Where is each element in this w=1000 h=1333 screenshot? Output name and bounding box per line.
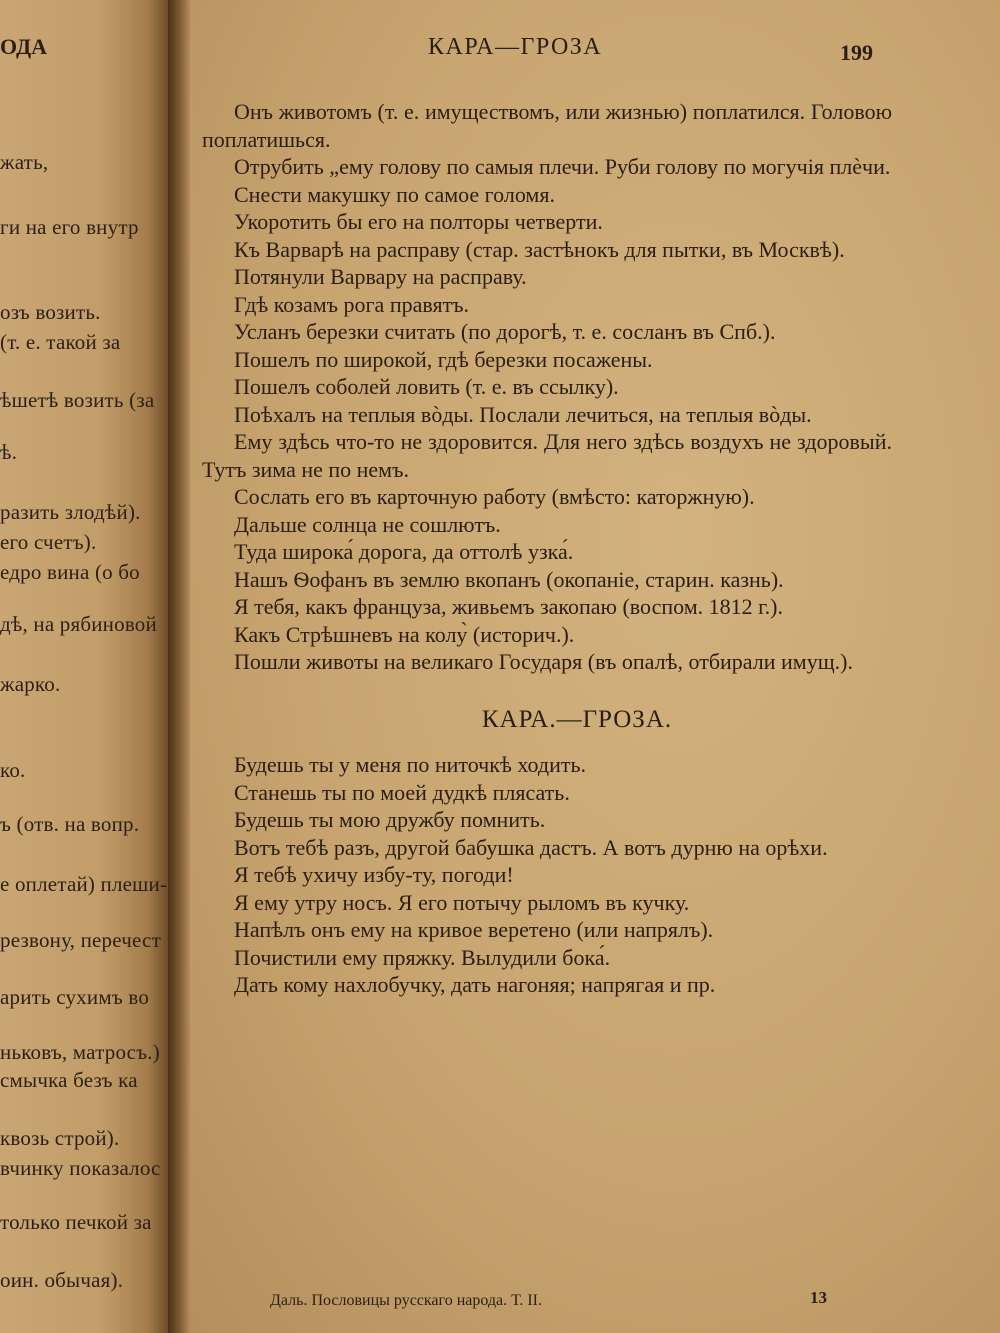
text-block — [202, 98, 892, 999]
proverb-entry: Потянули Варвару на расправу. — [234, 264, 527, 289]
proverb-entry: Дальше солнца не сошлютъ. — [234, 511, 501, 537]
section-heading: КАРА.—ГРОЗА. — [481, 705, 673, 733]
proverb-list — [202, 98, 892, 676]
proverb-entry: Гдѣ козамъ рога правятъ. — [234, 291, 470, 317]
left-page-fragment: только печкой за — [0, 1210, 152, 1234]
proverb-entry: Пошли животы на великаго Государя (въ опалѣ, отбирали имущ.). — [234, 649, 853, 674]
left-page-fragment: е оплетай) плеши- — [0, 872, 168, 896]
proverb-entry: Онъ животомъ (т. е. имуществомъ, или жизнью) поплатился. Головою поплатишься. — [202, 99, 892, 152]
proverb-entry: Будешь ты у меня по ниточкѣ ходить. — [234, 752, 587, 777]
left-page-fragment: резвону, перечест — [0, 928, 161, 952]
left-page-fragment: разить злодѣй). — [0, 500, 141, 524]
signature-mark: 13 — [810, 1288, 827, 1307]
proverb-entry: Я тебя, какъ француза, живьемъ закопаю (воспом. 1812 г.). — [234, 594, 784, 619]
proverb-entry: Ему здѣсь что-то не здоровится. Для него здѣсь воздухъ не здоровый. Тутъ зима не по немъ. — [202, 429, 892, 482]
proverb-entry: Станешь ты по моей дудкѣ плясать. — [234, 779, 570, 805]
left-page-fragment: жарко. — [0, 672, 61, 696]
proverb-entry: Туда широка́ дорога, да оттолѣ узка́. — [234, 539, 574, 564]
left-page-fragment: (т. е. такой за — [0, 330, 121, 354]
left-page-fragment: ньковъ, матросъ.) — [0, 1040, 160, 1064]
left-page-fragment: оин. обычая). — [0, 1268, 124, 1292]
proverb-entry: Пошелъ по широкой, гдѣ березки посажены. — [234, 346, 653, 372]
left-page-fragment: ѣшетѣ возить (за — [0, 388, 155, 412]
left-page — [0, 0, 168, 1333]
left-page-fragment: озъ возить. — [0, 300, 101, 324]
proverb-entry: Пошелъ соболей ловить (т. е. въ ссылку). — [234, 374, 619, 399]
proverb-entry: Дать кому нахлобучку, дать нагоняя; напрягая и пр. — [234, 972, 716, 997]
proverb-entry: Снести макушку по самое голомя. — [234, 181, 555, 207]
proverb-entry: Укоротить бы его на полторы четверти. — [234, 209, 603, 234]
proverb-entry: Какъ Стрѣшневъ на колу̀ (историч.). — [234, 621, 575, 647]
proverb-entry: Отрубить „ему голову по самыя плечи. Руби голову по могучія плѐчи. — [234, 154, 891, 179]
proverb-entry: Я ему утру носъ. Я его потычу рыломъ въ кучку. — [234, 889, 690, 915]
proverb-entry: Усланъ березки считать (по дорогѣ, т. е. сосланъ въ Спб.). — [234, 319, 776, 344]
page-footer — [270, 1288, 870, 1310]
left-page-fragment: ко. — [0, 758, 26, 782]
left-page-fragment: смычка безъ ка — [0, 1068, 138, 1092]
left-page-fragment: его счетъ). — [0, 530, 97, 554]
right-page — [190, 0, 1000, 1333]
proverb-entry: Будешь ты мою дружбу помнить. — [234, 807, 546, 832]
proverb-entry: Напѣлъ онъ ему на кривое веретено (или напрялъ). — [234, 917, 714, 942]
book-gutter — [168, 0, 190, 1333]
left-page-fragment: ги на его внутр — [0, 215, 139, 239]
left-page-header: ОДА — [0, 34, 48, 59]
footer-title: Даль. Пословицы русскаго народа. Т. II. — [270, 1292, 542, 1309]
left-page-fragment: жать, — [0, 150, 49, 174]
page-number: 199 — [840, 40, 873, 65]
left-page-fragment: едро вина (о бо — [0, 560, 140, 584]
left-page-fragment: ъ (отв. на вопр. — [0, 812, 140, 836]
left-page-fragment: дѣ, на рябиновой — [0, 612, 157, 636]
proverb-entry: Я тебѣ ухичу избу-ту, погоди! — [234, 862, 514, 887]
proverb-entry: Вотъ тебѣ разъ, другой бабушка дастъ. А вотъ дурню на орѣхи. — [234, 834, 828, 860]
left-page-fragment: арить сухимъ во — [0, 985, 150, 1009]
section-proverb-list — [202, 751, 892, 999]
proverb-entry: Поѣхалъ на теплыя вòды. Послали лечиться, на теплыя вòды. — [234, 401, 812, 427]
proverb-entry: Почистили ему пряжку. Вылудили бока́. — [234, 944, 611, 970]
proverb-entry: Къ Варварѣ на расправу (стар. застѣнокъ для пытки, въ Москвѣ). — [234, 236, 845, 262]
proverb-entry: Нашъ Ѳофанъ въ землю вкопанъ (окопаніе, старин. казнь). — [234, 566, 784, 592]
running-head: КАРА—ГРОЗА — [428, 34, 603, 60]
left-page-fragment: квозь строй). — [0, 1126, 120, 1150]
left-page-fragment: вчинку показалос — [0, 1156, 161, 1180]
proverb-entry: Сослать его въ карточную работу (вмѣсто: каторжную). — [234, 484, 755, 509]
left-page-fragment: ѣ. — [0, 440, 18, 464]
